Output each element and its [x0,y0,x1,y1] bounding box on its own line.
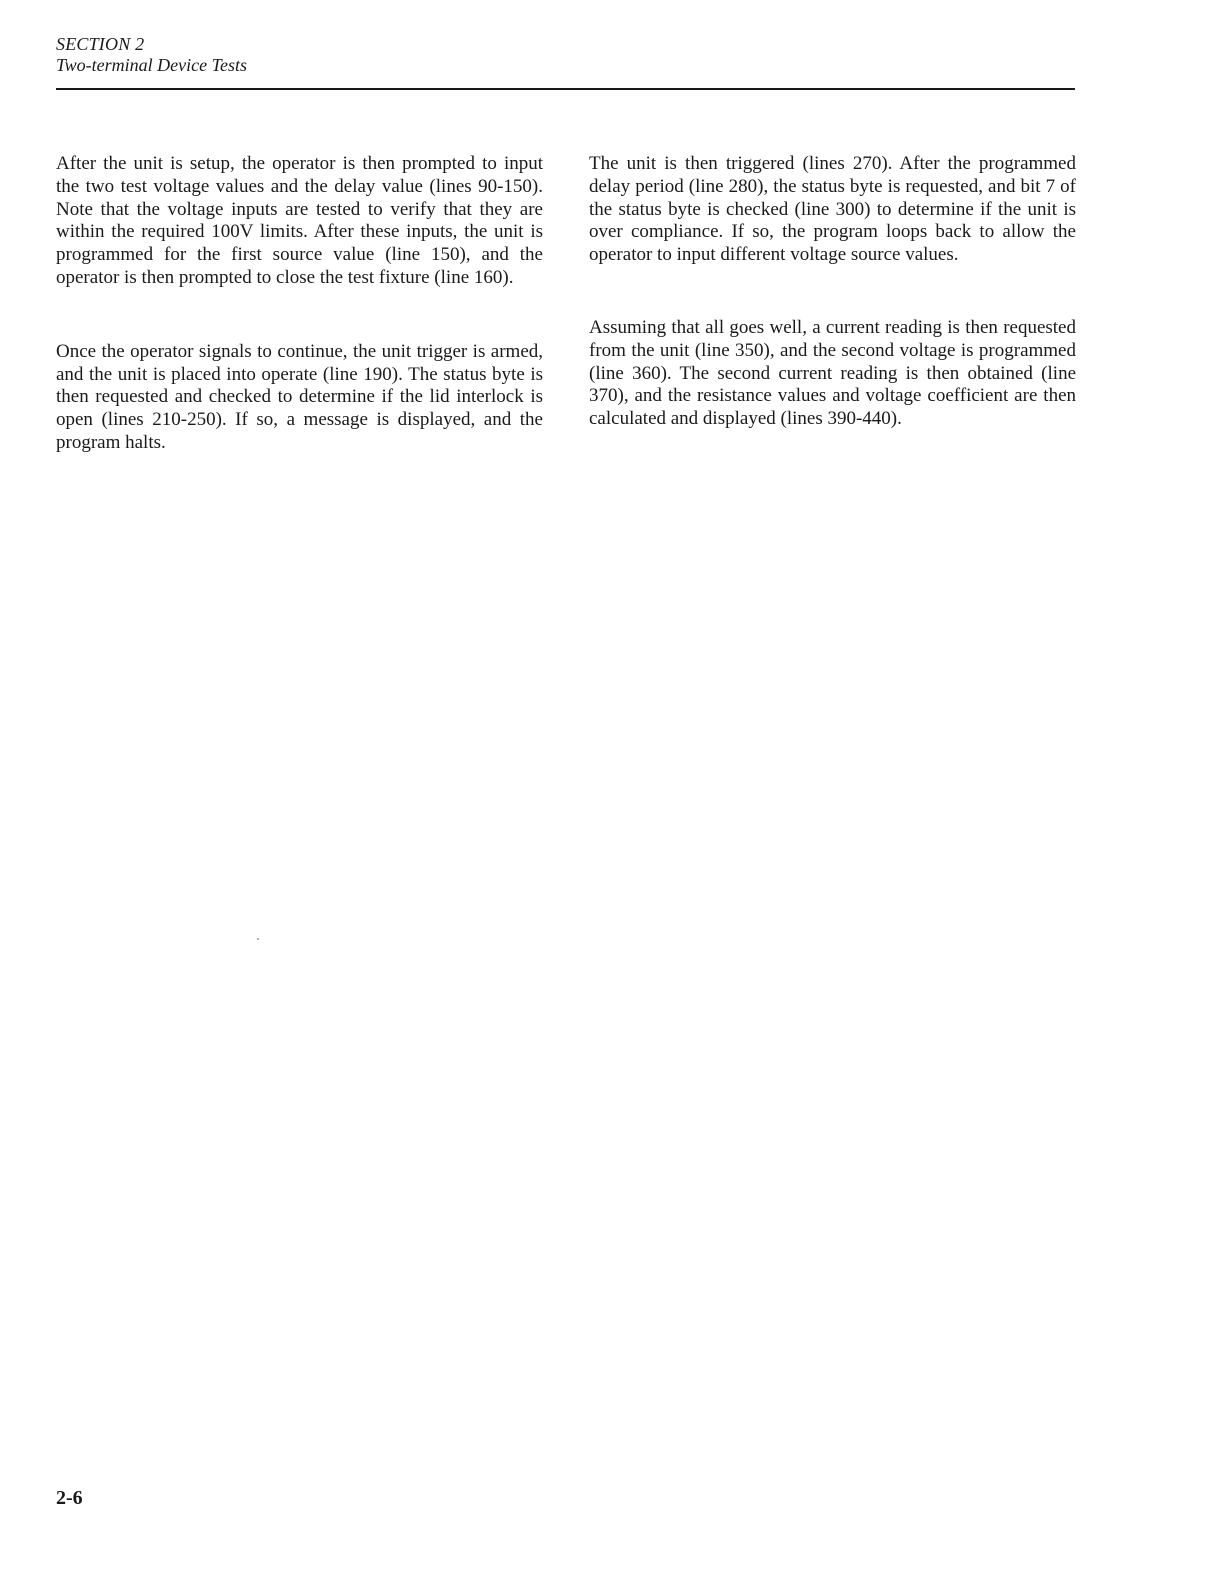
header-rule [56,88,1075,90]
scan-speck [257,938,259,940]
paragraph-current-reading: Assuming that all goes well, a current reading is then requested from the unit (line 350), and the second voltage is programmed (line 360). The second current reading is then obtained (line 370), and the resistance values and voltage coefficient are then calculated and displayed (lines 390-440). [589,316,1076,430]
paragraph-setup-prompt: After the unit is setup, the operator is then prompted to input the two test voltage values and the delay value (lines 90-150). Note that the voltage inputs are tested to verify that they are within the required 100V limits. After these inputs, the unit is programmed for the first source value (line 150), and the operator is then prompted to close the test fixture (line 160). [56,153,543,288]
left-column [56,153,543,455]
section-title: Two-terminal Device Tests [56,55,247,75]
paragraph-unit-triggered: The unit is then triggered (lines 270). After the programmed delay period (line 280), the status byte is requested, and bit 7 of the status byte is checked (line 300) to determine if the unit is over compliance. If so, the program loops back to allow the operator to input different voltage source values. [589,153,1076,266]
right-column [589,153,1076,431]
paragraph-trigger-armed: Once the operator signals to continue, the unit trigger is armed, and the unit is placed into operate (line 190). The status byte is then requested and checked to determine if the lid interlock is open (lines 210-250). If so, a message is displayed, and the program halts. [56,340,543,453]
section-label: SECTION 2 [56,34,145,54]
page-number: 2-6 [56,1487,83,1509]
running-header [56,34,1076,76]
